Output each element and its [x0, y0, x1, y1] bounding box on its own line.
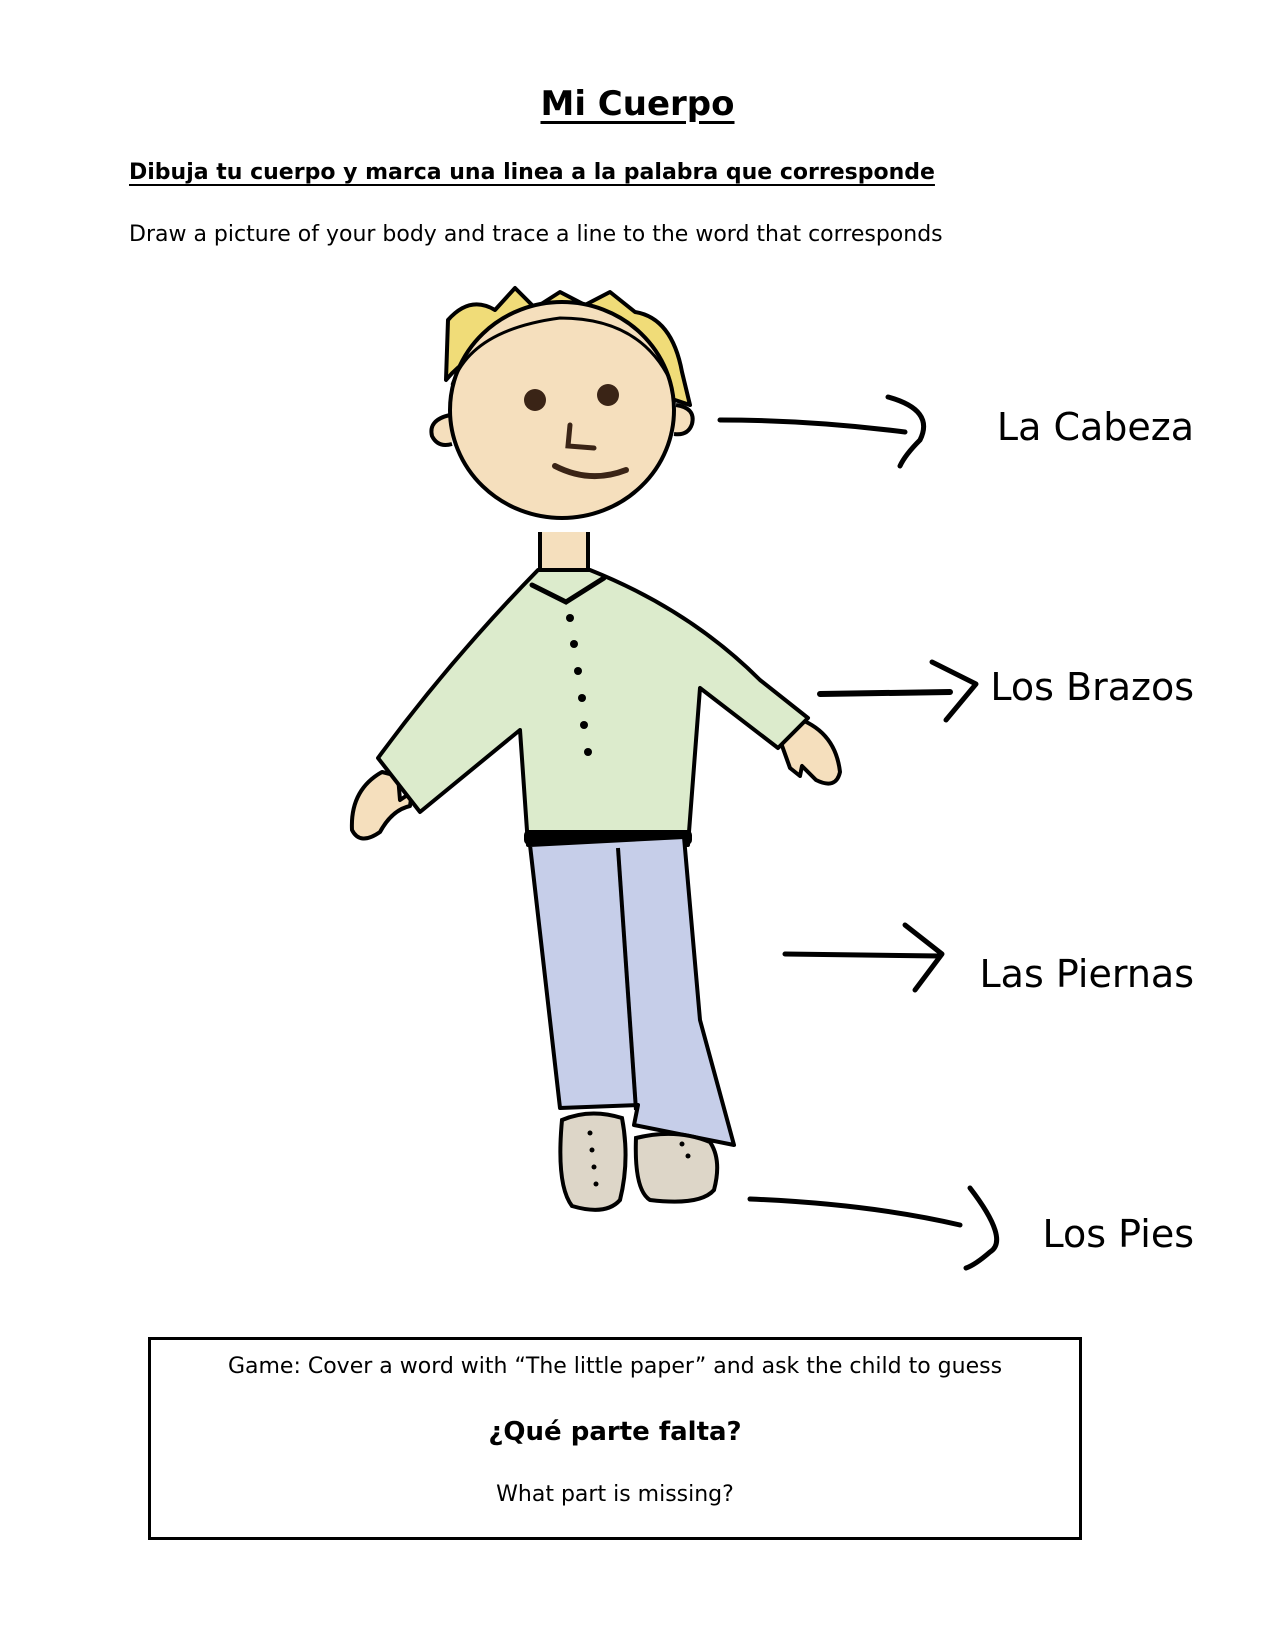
instruction-english: Draw a picture of your body and trace a line to the word that corresponds [129, 222, 943, 247]
shirt-button [584, 748, 592, 756]
shoe-lace-dot [590, 1148, 595, 1153]
game-question-spanish: ¿Qué parte falta? [488, 1417, 742, 1447]
shoe-lace-dot [592, 1165, 597, 1170]
instruction-spanish: Dibuja tu cuerpo y marca una linea a la palabra que corresponde [129, 160, 935, 185]
left-shoe [560, 1113, 625, 1209]
shirt-button [578, 694, 586, 702]
shoe-lace-dot [594, 1182, 599, 1187]
game-instructions: Game: Cover a word with “The little paper” and ask the child to guess [227, 1354, 1003, 1379]
right-ear [674, 405, 693, 434]
shirt-button [580, 721, 588, 729]
shoe-lace-dot [680, 1142, 685, 1147]
arrow-feet-line [750, 1199, 960, 1225]
shirt-button [574, 667, 582, 675]
arrow-legs-line [785, 954, 940, 956]
label-head: La Cabeza [996, 405, 1194, 449]
shoe-lace-dot [588, 1131, 593, 1136]
right-shoe [636, 1134, 717, 1202]
page-title: Mi Cuerpo [540, 84, 735, 124]
label-legs: Las Piernas [979, 952, 1194, 996]
neck [540, 532, 588, 572]
arrow-arms-line [820, 692, 950, 694]
arrow-head-line [720, 420, 905, 432]
game-question-english: What part is missing? [496, 1482, 734, 1507]
label-feet: Los Pies [1042, 1212, 1194, 1256]
arrow-feet-tip [966, 1188, 997, 1268]
label-arms: Los Brazos [990, 665, 1194, 709]
shirt-button [566, 614, 574, 622]
shoe-lace-dot [686, 1154, 691, 1159]
pants [530, 837, 734, 1145]
head [450, 302, 674, 518]
shirt [378, 570, 808, 845]
left-eye [524, 389, 546, 411]
right-eye [597, 384, 619, 406]
game-box [148, 1337, 1082, 1540]
shirt-button [570, 640, 578, 648]
